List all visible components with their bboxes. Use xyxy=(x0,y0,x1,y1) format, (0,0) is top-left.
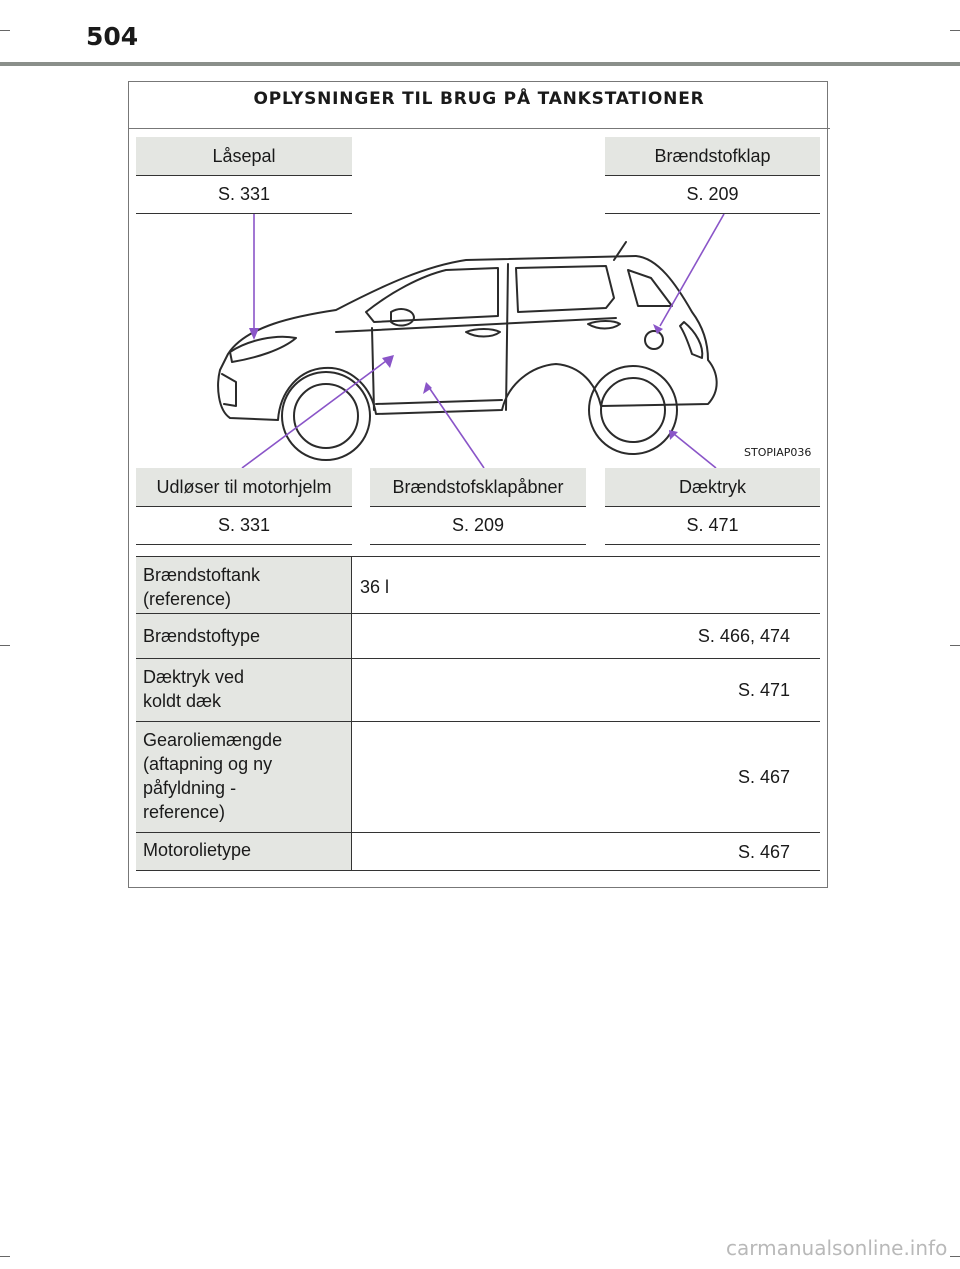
spec-table xyxy=(136,556,820,871)
rear-wheel xyxy=(589,366,677,454)
front-wheel-rim xyxy=(294,384,358,448)
callout-ref-daektryk[interactable]: S. 471 xyxy=(605,507,820,545)
table-row xyxy=(136,614,820,659)
callout-label-motorhjelm: Udløser til motorhjelm xyxy=(136,468,352,507)
callout-ref-motorhjelm[interactable]: S. 331 xyxy=(136,507,352,545)
arrowhead xyxy=(382,355,394,368)
rear-wheel-rim xyxy=(601,378,665,442)
door-line xyxy=(372,328,374,410)
door-line xyxy=(506,264,508,410)
rear-quarter-window xyxy=(628,270,672,306)
callout-label-klapaabner: Brændstofsklapåbner xyxy=(370,468,586,507)
crop-mark xyxy=(950,645,960,646)
front-window xyxy=(366,268,498,322)
rear-window xyxy=(516,266,614,312)
tail-light xyxy=(680,322,702,358)
arrow-braendstofklap xyxy=(660,214,724,326)
spec-label: Brændstoftank (reference) xyxy=(136,557,352,613)
header-rule xyxy=(0,62,960,66)
spec-label: Motorolietype xyxy=(136,833,352,870)
page-number: 504 xyxy=(86,22,139,51)
callout-ref-laasepal[interactable]: S. 331 xyxy=(136,176,352,214)
spec-label: Brændstoftype xyxy=(136,614,352,658)
callout-label-daektryk: Dæktryk xyxy=(605,468,820,507)
arrow-klapaabner xyxy=(428,386,484,468)
arrowhead xyxy=(669,430,678,440)
car-illustration xyxy=(136,214,820,468)
spec-label: Gearoliemængde (aftapning og ny påfyldning - reference) xyxy=(136,722,352,832)
side-mirror xyxy=(391,309,414,325)
spec-value[interactable]: S. 471 xyxy=(737,680,790,700)
callout-label-braendstofklap: Brændstofklap xyxy=(605,137,820,176)
arrow-daektryk xyxy=(674,434,716,468)
crop-mark xyxy=(0,645,10,646)
front-wheel xyxy=(282,372,370,460)
callout-ref-braendstofklap[interactable]: S. 209 xyxy=(605,176,820,214)
table-row xyxy=(136,659,820,722)
spec-value: 36 l xyxy=(360,577,390,597)
spec-label: Dæktryk ved koldt dæk xyxy=(136,659,352,721)
door-handle xyxy=(466,329,500,337)
section-title: OPLYSNINGER TIL BRUG PÅ TANKSTATIONER xyxy=(253,89,705,109)
door-handle xyxy=(588,321,620,329)
fuel-door xyxy=(645,331,663,349)
spec-value[interactable]: S. 467 xyxy=(737,767,790,787)
arrow-motorhjelm xyxy=(242,358,390,468)
figure-code: STOPIAP036 xyxy=(744,446,812,459)
crop-mark xyxy=(0,1256,10,1257)
crop-mark xyxy=(950,1256,960,1257)
table-row xyxy=(136,722,820,833)
crop-mark xyxy=(0,30,10,31)
table-row xyxy=(136,557,820,614)
table-row xyxy=(136,833,820,871)
callout-ref-klapaabner[interactable]: S. 209 xyxy=(370,507,586,545)
callout-label-laasepal: Låsepal xyxy=(136,137,352,176)
watermark: carmanualsonline.info xyxy=(726,1236,948,1260)
arrowhead xyxy=(423,382,432,394)
spec-value[interactable]: S. 466, 474 xyxy=(697,626,790,646)
spec-value[interactable]: S. 467 xyxy=(737,841,790,862)
grille xyxy=(222,374,236,406)
arrowhead xyxy=(653,324,663,334)
crop-mark xyxy=(950,30,960,31)
